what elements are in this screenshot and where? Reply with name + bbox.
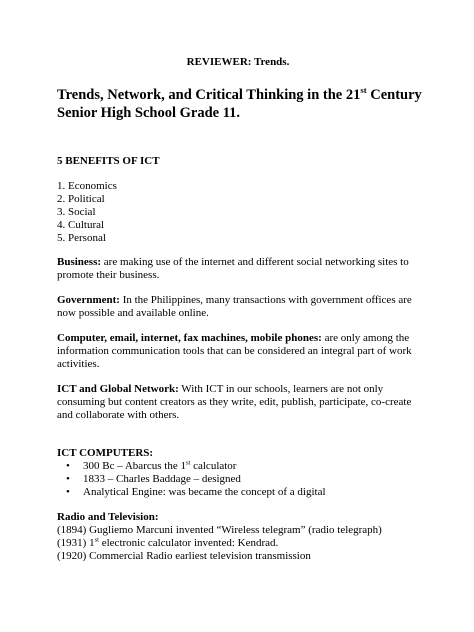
- radio-tv-line-text: (1931) 1: [57, 537, 95, 549]
- business-label: Business:: [57, 256, 102, 268]
- benefits-list: [57, 180, 419, 245]
- ict-computers-list: [57, 460, 419, 499]
- business-text: are making use of the internet and different social networking sites to promote their business.: [57, 256, 409, 281]
- title-line1-end: Century: [366, 87, 422, 103]
- list-item: 2. Political: [57, 193, 105, 205]
- bullet-icon: •: [66, 460, 70, 472]
- list-item-text-end: calculator: [190, 460, 237, 472]
- computer-label: Computer, email, internet, fax machines, mobile phones:: [57, 332, 322, 344]
- list-item: 4. Cultural: [57, 219, 105, 231]
- list-item-text: Analytical Engine: was became the concept of a digital: [83, 486, 326, 498]
- radio-tv-lines: [57, 524, 419, 563]
- list-item: [57, 486, 419, 499]
- ict-computers-heading: ICT COMPUTERS:: [57, 447, 154, 459]
- title-line2: Senior High School Grade 11.: [57, 105, 241, 121]
- computer-text: are only among the information communication tools that can be considered an integral part of work activities.: [57, 332, 412, 370]
- document-page: [57, 56, 422, 563]
- title-line1: [57, 87, 422, 103]
- benefits-heading: 5 BENEFITS OF ICT: [57, 155, 160, 167]
- government-text: In the Philippines, many transactions with government offices are now possible and available online.: [57, 294, 412, 319]
- ict-network-label: ICT and Global Network:: [57, 383, 179, 395]
- document-title: [57, 85, 422, 122]
- government-label: Government:: [57, 294, 120, 306]
- computer-paragraph: [57, 332, 419, 371]
- radio-tv-line: (1894) Gugliemo Marcuni invented “Wireless telegram” (radio telegraph): [57, 524, 382, 536]
- list-item: 5. Personal: [57, 232, 106, 244]
- radio-tv-line: [57, 537, 419, 550]
- title-line1-text: Trends, Network, and Critical Thinking in the 21: [57, 87, 361, 103]
- list-item: [57, 473, 419, 486]
- list-item: 1. Economics: [57, 180, 117, 192]
- list-item: 3. Social: [57, 206, 96, 218]
- radio-tv-heading: Radio and Television:: [57, 511, 159, 523]
- list-item-text: 1833 – Charles Baddage – designed: [83, 473, 241, 485]
- list-item: [57, 460, 419, 473]
- ict-network-paragraph: [57, 383, 419, 422]
- list-item-text: 300 Bc – Abarcus the 1: [83, 460, 186, 472]
- reviewer-heading: REVIEWER: Trends.: [186, 56, 290, 68]
- radio-tv-superscript: st: [94, 536, 99, 544]
- business-paragraph: [57, 256, 419, 282]
- title-superscript: st: [360, 85, 367, 96]
- bullet-icon: •: [66, 473, 70, 485]
- radio-tv-line: (1920) Commercial Radio earliest television transmission: [57, 550, 311, 562]
- government-paragraph: [57, 294, 419, 320]
- bullet-icon: •: [66, 486, 70, 498]
- radio-tv-line-text-end: electronic calculator invented: Kendrad.: [98, 537, 279, 549]
- list-item-superscript: st: [185, 459, 191, 467]
- ict-network-text: With ICT in our schools, learners are not only consuming but content creators as they write, edit, publish, participate, co-create and collaborate with others.: [57, 383, 412, 421]
